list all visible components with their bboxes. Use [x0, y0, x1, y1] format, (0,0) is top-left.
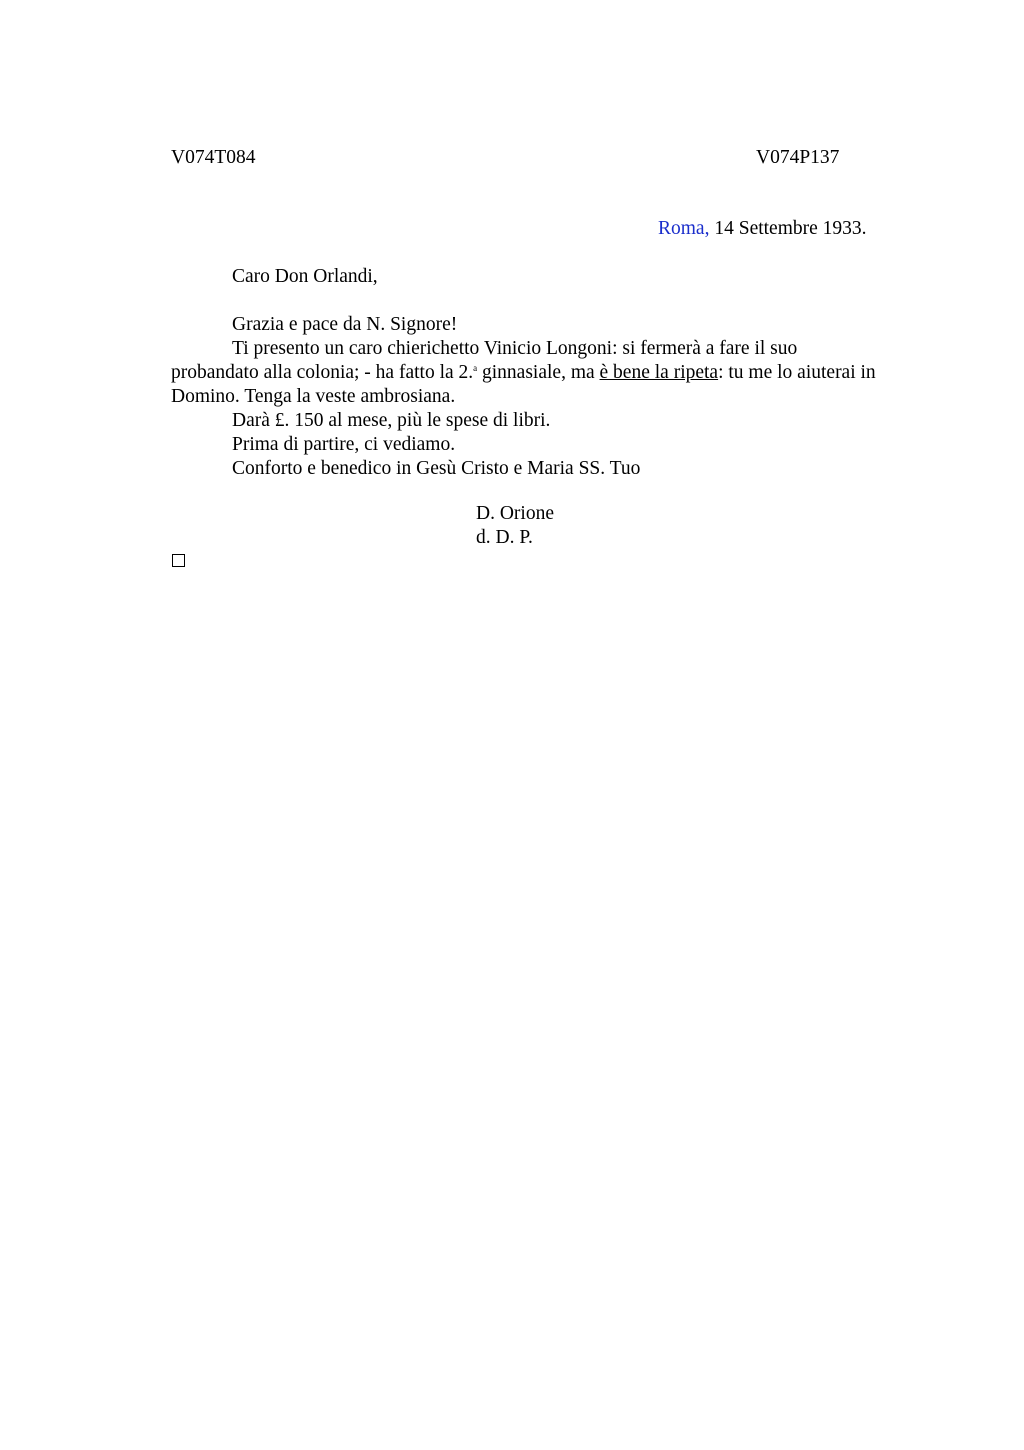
superscript: a [473, 363, 478, 373]
document-ref-right: V074P137 [756, 147, 840, 168]
greeting-paragraph: Grazia e pace da N. Signore! [232, 314, 458, 335]
square-outline-icon [172, 554, 185, 567]
dateline [658, 217, 867, 241]
underlined-text: è bene la ripeta [599, 362, 719, 383]
text-run: ginnasiale, ma [477, 362, 600, 383]
salutation: Caro Don Orlandi, [232, 266, 378, 287]
paragraph-line: Ti presento un caro chierichetto Vinicio Longoni: si fermerà a fare il suo [232, 338, 798, 359]
letter-body [171, 313, 931, 481]
closing-paragraph: Conforto e benedico in Gesù Cristo e Maria SS. Tuo [232, 458, 641, 479]
paragraph: Prima di partire, ci vediamo. [232, 434, 456, 455]
paragraph: Darà £. 150 al mese, più le spese di libri. [232, 410, 551, 431]
dateline-place: Roma, [658, 218, 710, 239]
dateline-date: 14 Settembre 1933. [709, 218, 867, 239]
text-run: probandato alla colonia; - ha fatto la 2. [171, 362, 474, 383]
document-ref-left: V074T084 [171, 147, 256, 168]
text-run: : tu me lo aiuterai in [718, 362, 876, 383]
paragraph-line: Domino. Tenga la veste ambrosiana. [171, 386, 456, 407]
signature-subscript: d. D. P. [476, 527, 533, 548]
paragraph-line [171, 361, 931, 385]
signature-name: D. Orione [476, 503, 554, 524]
